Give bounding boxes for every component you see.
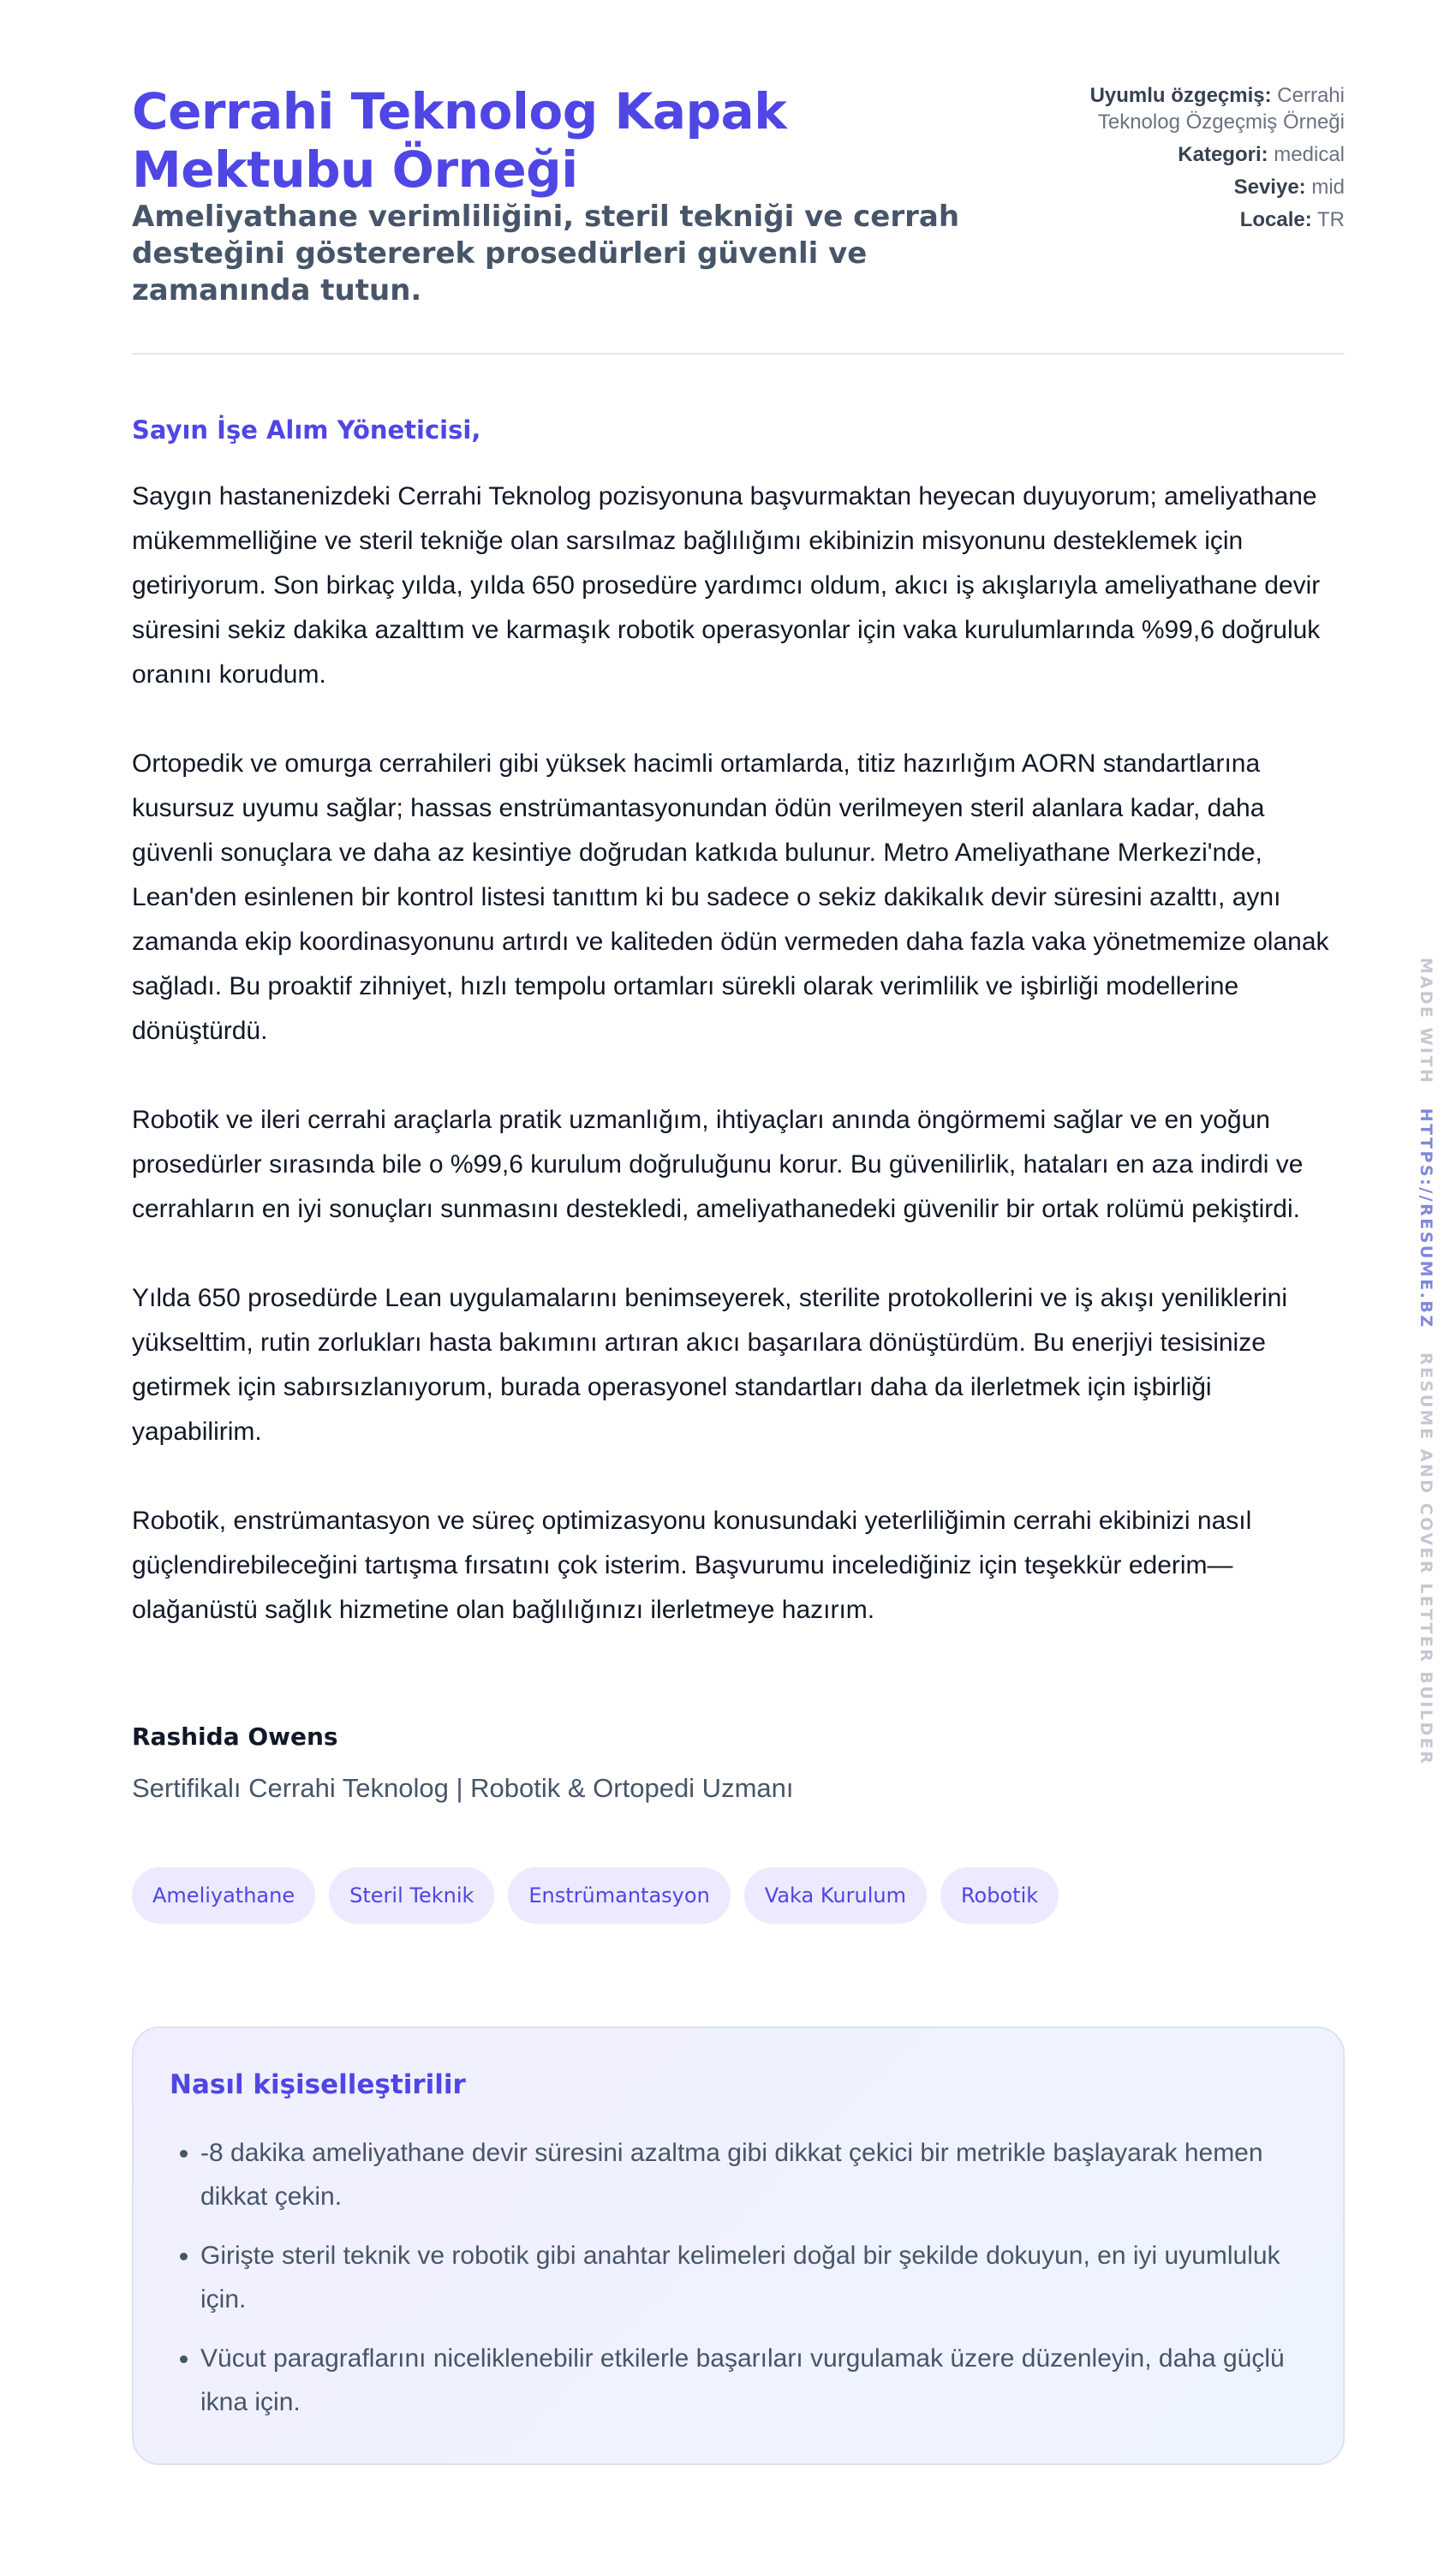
made-with-suffix: RESUME AND COVER LETTER BUILDER bbox=[1417, 1352, 1435, 1766]
meta-locale-value: TR bbox=[1317, 208, 1345, 231]
meta-level-value: mid bbox=[1311, 176, 1345, 199]
tag-steril-teknik: Steril Teknik bbox=[329, 1867, 494, 1924]
personalize-tips-box bbox=[132, 2027, 1345, 2465]
signature-title: Sertifikalı Cerrahi Teknolog | Robotik & Ortopedi Uzmanı bbox=[132, 1773, 794, 1803]
letter-greeting: Sayın İşe Alım Yöneticisi, bbox=[132, 415, 481, 445]
signature-block bbox=[132, 1722, 1345, 1806]
meta-level bbox=[1036, 174, 1345, 200]
meta-locale-label: Locale: bbox=[1239, 208, 1312, 231]
tag-robotik: Robotik bbox=[940, 1867, 1059, 1924]
letter-paragraph: Saygın hastanenizdeki Cerrahi Teknolog pozisyonuna başvurmaktan heyecan duyuyorum; ameliyathane mükemmelliğine ve steril tekniğe olan sarsılmaz bağlılığımı ekibinizin misyonunu desteklemek için getiriyorum. Son birkaç yılda, yılda 650 prosedüre yardımcı oldum, akıcı iş akışlarıyla ameliyathane devir süresini sekiz dakika azalttım ve karmaşık robotik operasyonlar için vaka kurulumlarında %99,6 doğruluk oranını korudum. bbox=[132, 482, 1321, 689]
meta-category bbox=[1036, 141, 1345, 168]
tag-enstrumantasyon: Enstrümantasyon bbox=[508, 1867, 730, 1924]
page-title: Cerrahi Teknolog Kapak Mektubu Örneği bbox=[132, 82, 787, 199]
tips-item: • Girişte steril teknik ve robotik gibi anahtar kelimeleri doğal bir şekilde dokuyun, en iyi uyumluluk için. bbox=[200, 2234, 1307, 2321]
keyword-tags bbox=[132, 1867, 1345, 1924]
tag-ameliyathane: Ameliyathane bbox=[132, 1867, 315, 1924]
meta-category-label: Kategori: bbox=[1178, 143, 1268, 166]
meta-resume-value: Cerrahi Teknolog Özgeçmiş Örneği bbox=[1097, 84, 1345, 134]
page-subtitle: Ameliyathane verimliliğini, steril tekniği ve cerrah desteğini göstererek prosedürleri güvenli ve zamanında tutun. bbox=[132, 200, 960, 307]
resume-bz-link[interactable]: HTTPS://RESUME.BZ bbox=[1417, 1107, 1435, 1329]
meta-resume bbox=[1036, 82, 1345, 135]
meta-panel bbox=[1036, 82, 1345, 239]
made-with-text bbox=[1417, 958, 1435, 1765]
letter-paragraph: Yılda 650 prosedürde Lean uygulamalarını benimseyerek, sterilite protokollerini ve iş akışı yeniliklerini yükselttim, rutin zorlukları hasta bakımını artıran akıcı başarılara dönüştürdüm. Bu enerjiyi tesisinize getirmek için sabırsızlanıyorum, burada operasyonel standartları daha da ilerletmek için işbirliği yapabilirim. bbox=[132, 1284, 1288, 1446]
letter-paragraph: Ortopedik ve omurga cerrahileri gibi yüksek hacimli ortamlarda, titiz hazırlığım AORN standartlarına kusursuz uyumu sağlar; hassas enstrümantasyonundan ödün verilmeyen steril alanlara kadar, daha güvenli sonuçlara ve daha az kesintiye doğrudan katkıda bulunur. Metro Ameliyathane Merkezi'nde, Lean'den esinlenen bir kontrol listesi tanıttım ki bu sadece o sekiz dakikalık devir süresini azalttı, aynı zamanda ekip koordinasyonunu artırdı ve kaliteden ödün vermeden daha fazla vaka yönetmemize olanak sağladı. Bu proaktif zihniyet, hızlı tempolu ortamları sürekli olarak verimlilik ve işbirliği modellerine dönüştürdü. bbox=[132, 749, 1329, 1045]
tips-item: • -8 dakika ameliyathane devir süresini azaltma gibi dikkat çekici bir metrikle başlayarak hemen dikkat çekin. bbox=[200, 2131, 1307, 2218]
letter-paragraph: Robotik, enstrümantasyon ve süreç optimizasyonu konusundaki yeterliliğimin cerrahi ekibinizi nasıl güçlendirebileceğini tartışma fırsatını çok isterim. Başvurumu incelediğiniz için teşekkür ederim—olağanüstü sağlık hizmetine olan bağlılığınızı ilerletmeye hazırım. bbox=[132, 1507, 1252, 1624]
meta-category-value: medical bbox=[1274, 143, 1345, 166]
cover-letter-page bbox=[132, 0, 1345, 2465]
tips-title: Nasıl kişiselleştirilir bbox=[170, 2069, 466, 2100]
meta-resume-label: Uyumlu özgeçmiş: bbox=[1089, 84, 1272, 107]
meta-level-label: Seviye: bbox=[1233, 176, 1306, 199]
tips-item: • Vücut paragraflarını niceliklenebilir etkilerle başarıları vurgulamak üzere düzenleyin, daha güçlü ikna için. bbox=[200, 2337, 1307, 2424]
letter-paragraph: Robotik ve ileri cerrahi araçlarla pratik uzmanlığım, ihtiyaçları anında öngörmemi sağlar ve en yoğun prosedürler sırasında bile o %99,6 kurulum doğruluğunu korur. Bu güvenilirlik, hataları en aza indirdi ve cerrahların en iyi sonuçları sunmasını destekledi, ameliyathanedeki güvenilir bir ortak rolümü pekiştirdi. bbox=[132, 1106, 1304, 1223]
tips-list bbox=[170, 2131, 1307, 2424]
made-with-prefix: MADE WITH bbox=[1417, 958, 1435, 1085]
letter-body bbox=[132, 475, 1345, 1633]
meta-locale bbox=[1036, 206, 1345, 233]
tag-vaka-kurulum: Vaka Kurulum bbox=[744, 1867, 927, 1924]
letter-header bbox=[132, 0, 1345, 355]
signature-name: Rashida Owens bbox=[132, 1722, 338, 1751]
